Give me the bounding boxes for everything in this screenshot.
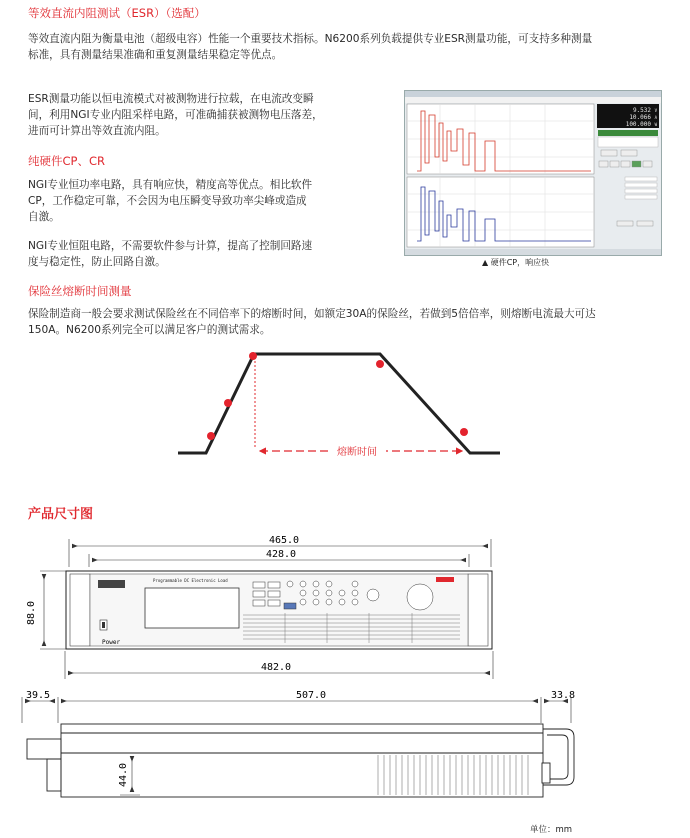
reading-current-unit: A — [654, 115, 657, 120]
reading-voltage: 9.532 — [632, 107, 651, 114]
dim-33-8: 33.8 — [550, 690, 576, 701]
reading-power-unit: W — [654, 122, 657, 127]
dim-39-5: 39.5 — [25, 690, 51, 701]
fuse-dot — [224, 399, 232, 407]
dimension-drawing — [0, 525, 690, 838]
reading-voltage-unit: V — [654, 108, 657, 113]
hardware-para-2: NGI专业恒阻电路，不需要软件参与计算，提高了控制回路速 度与稳定性，防止回路自激。 — [28, 240, 313, 268]
software-screenshot — [404, 90, 662, 256]
dim-428: 428.0 — [265, 549, 297, 560]
dim-482: 482.0 — [260, 662, 292, 673]
esr-para-2: ESR测量功能以恒电流模式对被测物进行拉载，在电流改变瞬 间，利用NGI专业内阻采样电路，可准确捕获被测物电压落差， 进而可计算出等效直流内阻。 — [28, 93, 323, 137]
screenshot-caption: ▲ 硬件CP，响应快 — [482, 258, 550, 267]
hardware-para-1: NGI专业恒功率电路，具有响应快，精度高等优点。相比软件 CP，工作稳定可靠，不会因为电压瞬变导致功率尖峰或造成 自激。 — [28, 179, 313, 223]
reading-current: 10.066 — [629, 114, 651, 121]
power-label: Power — [102, 639, 121, 646]
esr-para-1: 等效直流内阻为衡量电池（超级电容）性能一个重要技术指标。N6200系列负载提供专业ESR测量功能，可支持多种测量 标准，具有测量结果准确和重复测量结果稳定等优点。 — [28, 33, 593, 61]
reading-power: 100.000 — [625, 121, 651, 128]
fuse-time-label: 熔断时间 — [337, 447, 377, 458]
unit-label: 单位：mm — [530, 825, 573, 835]
front-panel — [66, 571, 492, 649]
dim-507: 507.0 — [295, 690, 327, 701]
fuse-dot — [460, 428, 468, 436]
esr-title: 等效直流内阻测试（ESR）（选配） — [28, 6, 206, 20]
fuse-dot — [249, 352, 257, 360]
fuse-title: 保险丝熔断时间测量 — [28, 284, 132, 298]
software-screenshot-graphics — [405, 91, 661, 255]
dims-title: 产品尺寸图 — [28, 507, 94, 522]
dim-88: 88.0 — [26, 600, 37, 626]
dim-44: 44.0 — [118, 762, 129, 788]
dim-465: 465.0 — [268, 535, 300, 546]
side-vents — [378, 755, 528, 795]
fuse-para: 保险制造商一般会要求测试保险丝在不同倍率下的熔断时间，如额定30A的保险丝，若做到5倍倍率，则熔断电流最大可达 150A。N6200系列完全可以满足客户的测试需求。 — [28, 308, 596, 336]
fuse-diagram — [170, 345, 520, 463]
hardware-title: 纯硬件CP、CR — [28, 154, 105, 168]
fuse-dot — [207, 432, 215, 440]
panel-title: Programmable DC Electronic Load — [153, 578, 228, 583]
fuse-dot — [376, 360, 384, 368]
